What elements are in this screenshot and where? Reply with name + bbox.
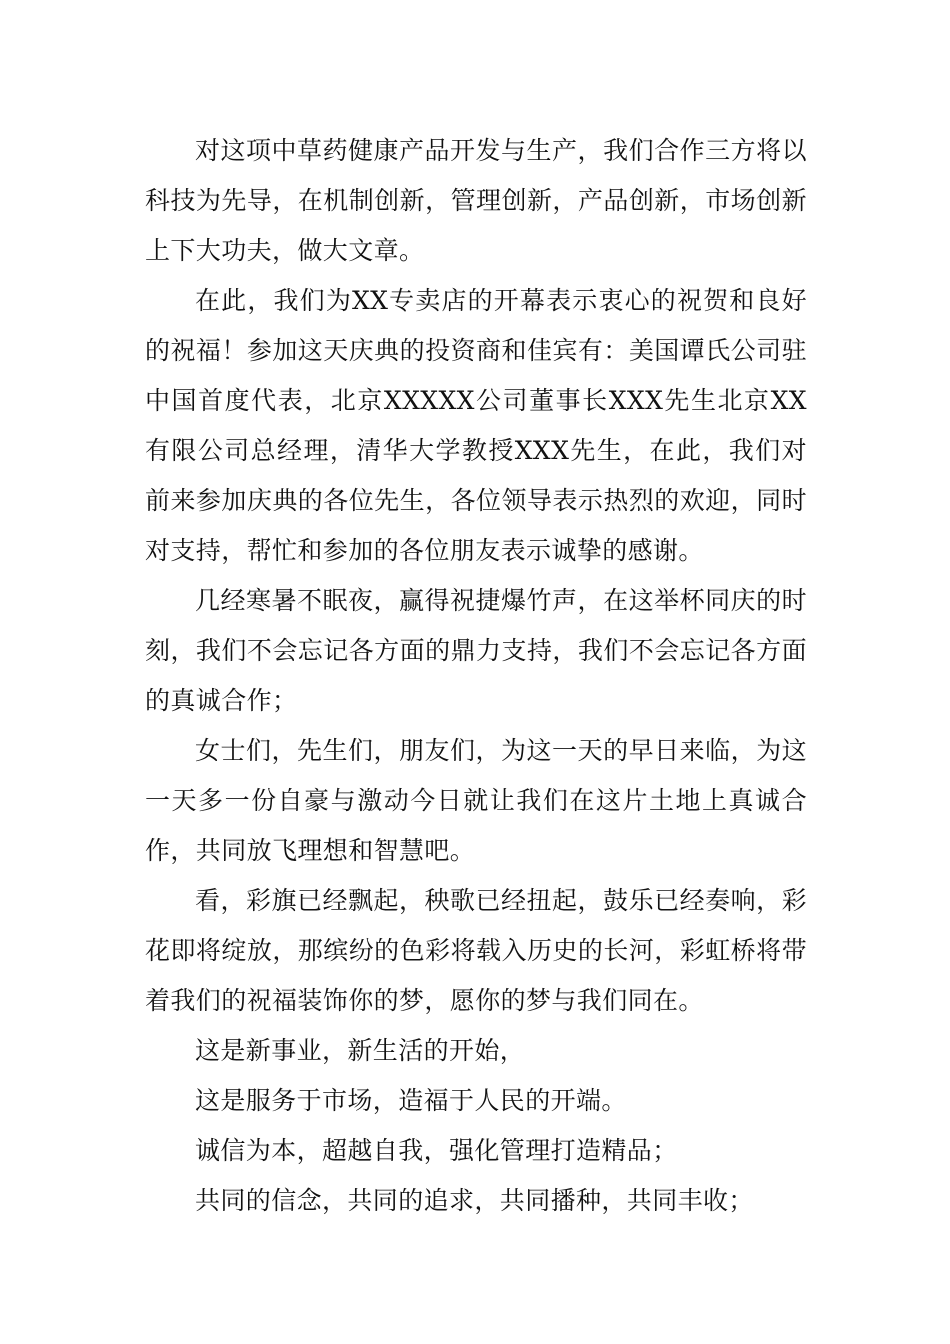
closing-line-4: 共同的信念，共同的追求，共同播种，共同丰收；: [195, 1186, 754, 1215]
paragraph-2: 在此，我们为XX专卖店的开幕表示衷心的祝贺和良好的祝福！参加这天庆典的投资商和佳宾有：美国谭氏公司驻中国首度代表，北京XXXXX公司董事长XXX先生北京XX有限公司总经理，清华大学教授XXX先生，在此，我们对前来参加庆典的各位先生，各位领导表示热烈的欢迎，同时对支持，帮忙和参加的各位朋友表示诚挚的感谢。: [145, 286, 807, 565]
closing-line-1: 这是新事业，新生活的开始，: [195, 1036, 526, 1065]
document-body: [145, 126, 807, 1226]
closing-line-2: 这是服务于市场，造福于人民的开端。: [195, 1086, 627, 1115]
paragraph-1: 对这项中草药健康产品开发与生产，我们合作三方将以科技为先导，在机制创新，管理创新，产品创新，市场创新上下大功夫，做大文章。: [145, 136, 807, 265]
paragraph-4: 女士们，先生们，朋友们，为这一天的早日来临，为这一天多一份自豪与激动今日就让我们在这片土地上真诚合作，共同放飞理想和智慧吧。: [145, 736, 807, 865]
paragraph-5: 看，彩旗已经飘起，秧歌已经扭起，鼓乐已经奏响，彩花即将绽放，那缤纷的色彩将载入历史的长河，彩虹桥将带着我们的祝福装饰你的梦，愿你的梦与我们同在。: [145, 886, 807, 1015]
paragraph-3: 几经寒暑不眠夜，赢得祝捷爆竹声，在这举杯同庆的时刻，我们不会忘记各方面的鼎力支持，我们不会忘记各方面的真诚合作；: [145, 586, 807, 715]
closing-line-3: 诚信为本，超越自我，强化管理打造精品；: [195, 1136, 678, 1165]
